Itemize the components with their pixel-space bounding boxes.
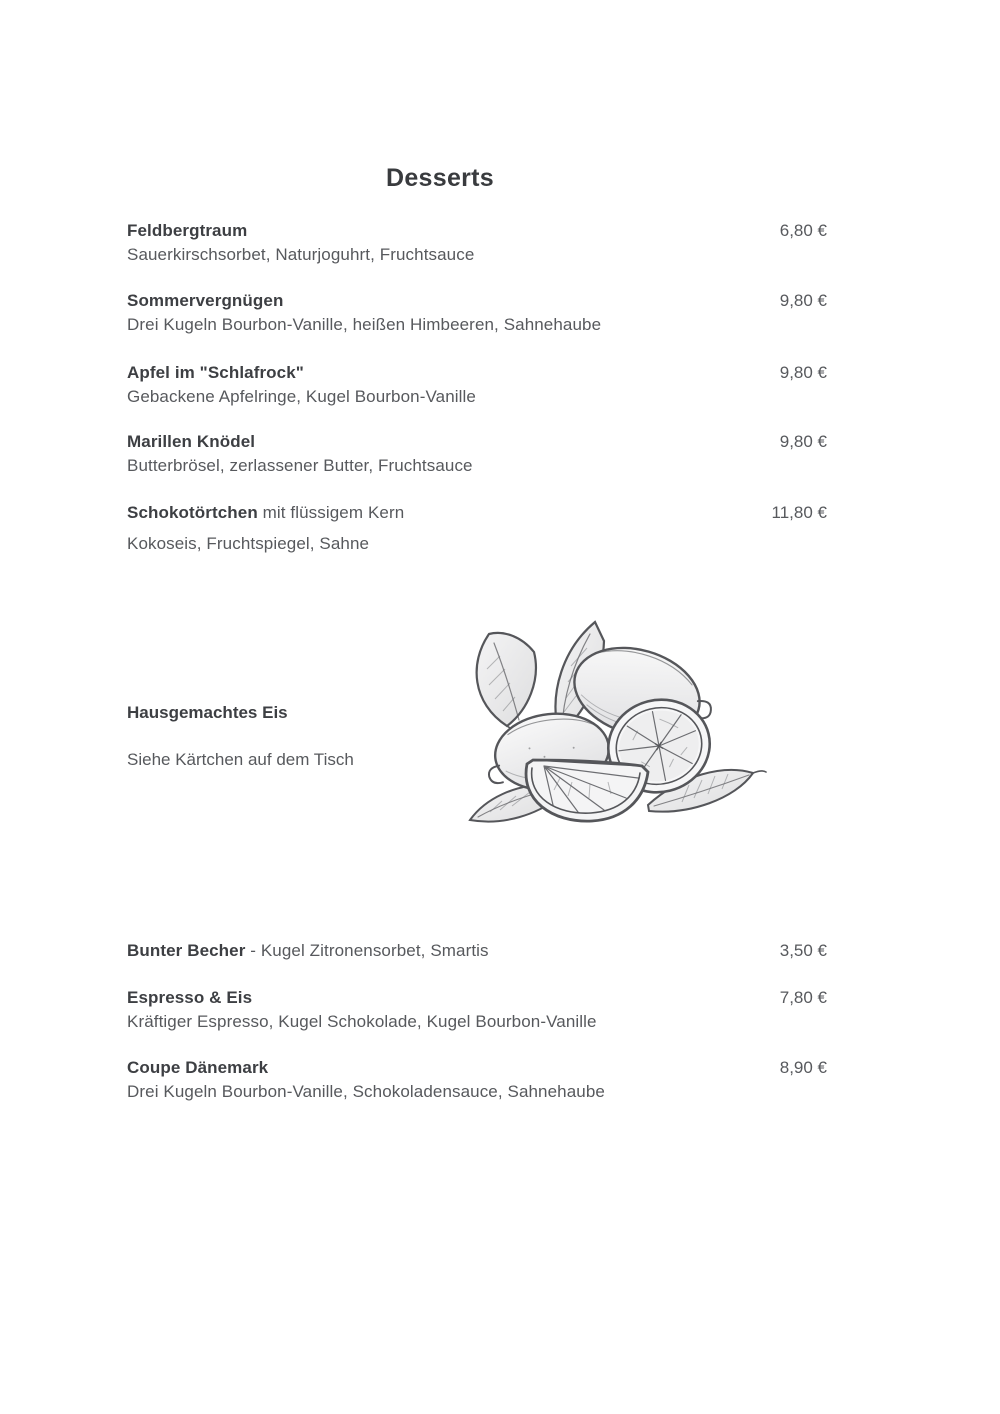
menu-item-name-bold: Schokotörtchen [127,503,258,522]
lemon-wedge-slice [526,760,648,821]
menu-item-row [127,361,827,385]
menu-item-description: Kräftiger Espresso, Kugel Schokolade, Kugel Bourbon-Vanille [127,1012,597,1031]
menu-item-name-suffix: - Kugel Zitronensorbet, Smartis [245,941,489,960]
menu-item-price: 7,80 € [779,988,827,1007]
page-title: Desserts [385,164,495,192]
ice-cream-section-note: Siehe Kärtchen auf dem Tisch [127,750,354,769]
menu-item-price: 11,80 € [771,503,827,522]
menu-item-name-bold: Coupe Dänemark [127,1058,269,1077]
menu-item-name [127,361,304,385]
menu-item-name-bold: Espresso & Eis [127,988,253,1007]
menu-item-bunter-becher [127,939,827,963]
menu-item-name [127,501,404,525]
menu-item-price: 9,80 € [779,432,827,451]
menu-item-name-bold: Marillen Knödel [127,432,256,451]
menu-item-description: Drei Kugeln Bourbon-Vanille, Schokoladensauce, Sahnehaube [127,1082,605,1101]
menu-item-price: 6,80 € [779,221,827,240]
menu-item-name-bold: Apfel im "Schlafrock" [127,363,304,382]
ice-cream-section-heading: Hausgemachtes Eis [127,703,288,722]
menu-item-row [127,986,827,1010]
menu-item-feldbergtraum [127,219,827,267]
menu-item-price: 8,90 € [779,1058,827,1077]
menu-item-price: 3,50 € [779,941,827,960]
menu-item-description: Drei Kugeln Bourbon-Vanille, heißen Himbeeren, Sahnehaube [127,315,602,334]
menu-item-schokotoertchen [127,501,827,556]
menu-item-row [127,430,827,454]
menu-item-sommervergnuegen [127,289,827,337]
menu-item-description: Sauerkirschsorbet, Naturjoguhrt, Fruchtsauce [127,245,475,264]
lemons-sketch-illustration [452,614,767,836]
menu-item-row [127,1056,827,1080]
menu-item-description: Kokoseis, Fruchtspiegel, Sahne [127,534,370,553]
menu-item-name-bold: Bunter Becher [127,941,246,960]
leaf-back-left [477,633,536,726]
menu-item-name [127,986,252,1010]
menu-item-name-bold: Feldbergtraum [127,221,248,240]
menu-item-name-bold: Sommervergnügen [127,291,284,310]
menu-item-price: 9,80 € [779,291,827,310]
menu-item-apfel-im-schlafrock [127,361,827,409]
menu-item-marillen-knoedel [127,430,827,478]
menu-item-name [127,219,247,243]
menu-item-row [127,501,827,525]
menu-item-name [127,939,489,963]
menu-item-name [127,1056,268,1080]
menu-item-price: 9,80 € [779,363,827,382]
menu-item-row [127,939,827,963]
menu-item-coupe-daenemark [127,1056,827,1104]
menu-item-description: Butterbrösel, zerlassener Butter, Fruchtsauce [127,456,473,475]
menu-item-name [127,430,255,454]
menu-item-row [127,289,827,313]
menu-item-description: Gebackene Apfelringe, Kugel Bourbon-Vanille [127,387,476,406]
menu-item-name-suffix: mit flüssigem Kern [257,503,405,522]
menu-item-name [127,289,283,313]
menu-item-row [127,219,827,243]
menu-item-espresso-und-eis [127,986,827,1034]
